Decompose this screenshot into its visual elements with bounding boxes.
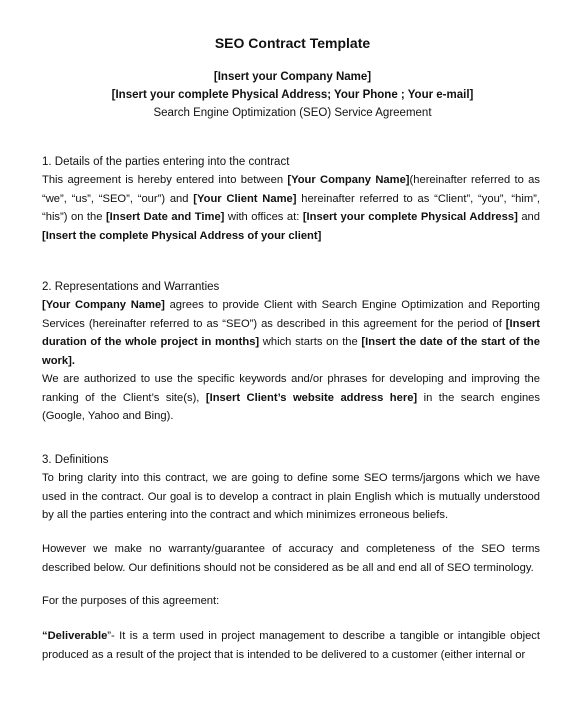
text-run: which starts on the: [259, 336, 362, 348]
bold-placeholder: [Insert Date and Time]: [105, 211, 225, 223]
section-2-paragraph: [42, 296, 540, 426]
definition-term: “Deliverable: [42, 630, 108, 642]
bold-placeholder: [Your Company Name]: [287, 174, 410, 186]
text-run: and: [517, 211, 540, 223]
company-name-placeholder: [Insert your Company Name]: [213, 71, 372, 83]
section-3-paragraph-1: To bring clarity into this contract, we are going to define some SEO terms/jargons which we have used in the contract. Our goal is to develop a contract in plain English which is mutually understood by all the parties entering into the contract and which minimizes erroneous beliefs.: [42, 472, 540, 521]
bold-placeholder: [Insert Client’s website address here]: [205, 391, 418, 404]
section-3-paragraph-3: For the purposes of this agreement:: [42, 595, 220, 607]
text-run: with offices at:: [224, 211, 303, 223]
section-2-para-2: [42, 370, 540, 426]
section-3-heading: 3. Definitions: [42, 454, 109, 466]
document-title: SEO Contract Template: [214, 35, 371, 51]
bold-placeholder: [Insert duration of the whole project in months]: [42, 317, 540, 348]
section-1-paragraph: [42, 171, 540, 245]
definition-deliverable: [42, 627, 540, 664]
text-run: in the search engines (Google, Yahoo and Bing).: [42, 391, 540, 422]
text-run: agrees to provide Client with Search Engine Optimization and Reporting Services (hereinafter referred to as “SEO”) as described in this agreement for the period of: [42, 299, 540, 330]
bold-placeholder: [Your Company Name]: [42, 299, 165, 311]
text-run: This agreement is hereby entered into between: [42, 174, 288, 186]
section-1-heading: 1. Details of the parties entering into the contract: [42, 156, 290, 168]
contact-placeholder: [Insert your complete Physical Address; Your Phone ; Your e-mail]: [111, 89, 474, 101]
text-run: We are authorized to use the specific keywords and/or phrases for developing and improving the ranking of the Client’s site(s),: [42, 373, 540, 404]
bold-placeholder: [Your Client Name]: [193, 192, 297, 205]
definition-text: ”- It is a term used in project management to describe a tangible or intangible object produced as a result of the project that is intended to be delivered to a customer (either internal or: [42, 630, 540, 661]
section-2-para-1: [42, 296, 540, 370]
section-2-heading: 2. Representations and Warranties: [42, 281, 220, 293]
bold-placeholder: [Insert the complete Physical Address of your client]: [42, 229, 322, 242]
bold-placeholder: [Insert your complete Physical Address]: [302, 211, 518, 223]
text-run: hereinafter referred to as “Client”, “you”, “him”, “his”) on the: [42, 192, 540, 223]
bold-placeholder: [Insert the date of the start of the work].: [42, 336, 540, 367]
agreement-subtitle: Search Engine Optimization (SEO) Service Agreement: [153, 107, 432, 119]
section-3-paragraph-2: However we make no warranty/guarantee of accuracy and completeness of the SEO terms described below. Our definitions should not be considered as be all and end all of SEO terminology.: [42, 543, 540, 574]
text-run: (hereinafter referred to as “we”, “us”, “SEO”, “our”) and: [42, 174, 540, 205]
